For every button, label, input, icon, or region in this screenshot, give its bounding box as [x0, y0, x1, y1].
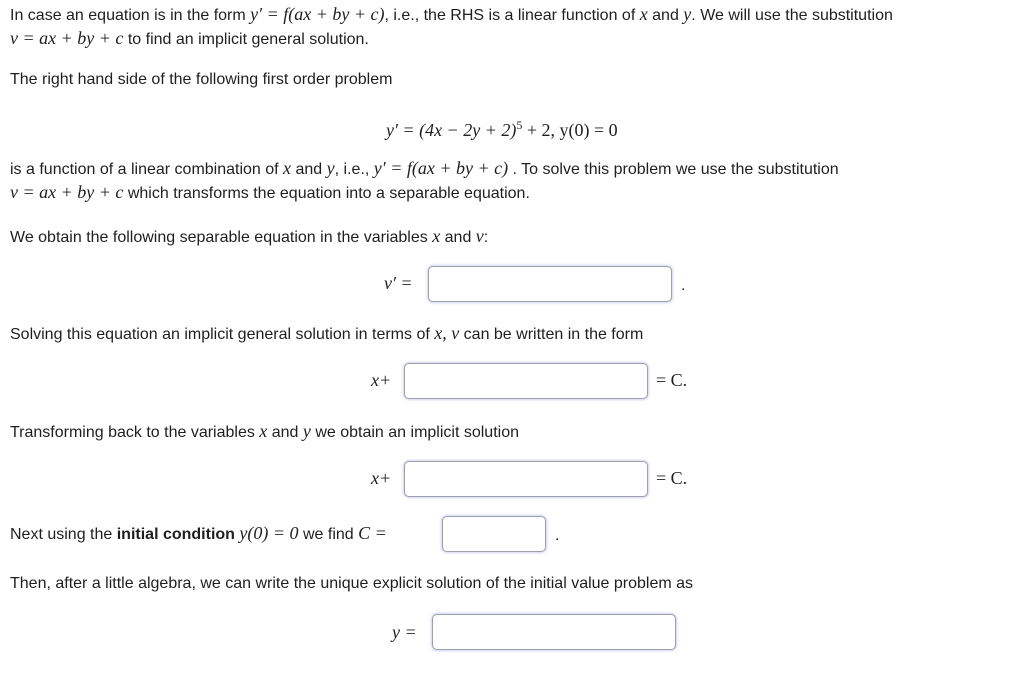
implicit-v-prefix: x+: [371, 370, 392, 390]
para2-and: and: [291, 161, 327, 178]
implicit-y-math-y: y: [302, 421, 311, 441]
para2-math-f: y′ = f(ax + by + c): [373, 158, 509, 178]
intro-line-2: [10, 26, 369, 52]
separable-text: We obtain the following separable equation in the variables: [10, 229, 433, 246]
separable-equation-input[interactable]: [428, 266, 672, 302]
initial-condition-math: y(0) = 0: [239, 523, 299, 543]
explicit-solution-input[interactable]: [432, 614, 676, 650]
explicit-lead: Then, after a little algebra, we can write the unique explicit solution of the initial value problem as: [10, 575, 694, 592]
initial-c-label: C =: [358, 523, 387, 543]
initial-condition-bold: initial condition: [116, 526, 235, 543]
implicit-y-input[interactable]: [404, 461, 648, 497]
explicit-label: y =: [392, 622, 417, 642]
separable-colon: :: [483, 229, 489, 246]
separable-math-v: v: [475, 226, 484, 246]
para2-line-2: [10, 180, 530, 206]
problem-lead: The right hand side of the following first order problem: [10, 71, 393, 88]
ode-rhs: + 2, y(0) = 0: [522, 120, 618, 140]
implicit-v-input[interactable]: [404, 363, 648, 399]
initial-dot: .: [555, 527, 560, 544]
para2-text-b: , i.e.,: [334, 161, 374, 178]
initial-c-input[interactable]: [442, 516, 546, 552]
implicit-y-prefix: x+: [371, 468, 392, 488]
separable-math-x: x: [432, 226, 441, 246]
implicit-y-math-x: x: [259, 421, 268, 441]
implicit-v-text: Solving this equation an implicit general solution in terms of: [10, 326, 435, 343]
separable-and: and: [440, 229, 476, 246]
para2-math-y: y: [326, 158, 335, 178]
initial-text: Next using the: [10, 526, 117, 543]
intro-math-x: x: [639, 4, 648, 24]
para2-text-a: is a function of a linear combination of: [10, 161, 284, 178]
implicit-v-vars: x, v: [434, 323, 460, 343]
intro-line-1: [10, 2, 893, 28]
intro-text-2: to find an implicit general solution.: [123, 31, 369, 48]
para2-text-d: which transforms the equation into a separable equation.: [123, 185, 530, 202]
ode-equation: [386, 113, 618, 142]
ode-lhs: y′ = (4x − 2y + 2): [386, 120, 517, 140]
intro-text-a: In case an equation is in the form: [10, 7, 251, 24]
initial-text-2: we find: [298, 526, 359, 543]
separable-label: v′ =: [384, 273, 413, 293]
intro-and: and: [647, 7, 684, 24]
implicit-v-lead: [10, 321, 643, 347]
separable-dot: .: [681, 277, 686, 294]
para2-text-c: . To solve this problem we use the substitution: [508, 161, 839, 178]
ode-exponent: 5: [516, 118, 523, 132]
implicit-v-suffix: = C.: [656, 370, 688, 390]
implicit-v-text-2: can be written in the form: [459, 326, 644, 343]
separable-lead: [10, 224, 488, 250]
para2-math-v: v = ax + by + c: [10, 182, 124, 202]
implicit-y-and: and: [267, 424, 303, 441]
intro-math-y: y: [683, 4, 692, 24]
implicit-y-lead: [10, 419, 519, 445]
implicit-y-suffix: = C.: [656, 468, 688, 488]
intro-text-b: , i.e., the RHS is a linear function of: [384, 7, 640, 24]
intro-math-sub: v = ax + by + c: [10, 28, 124, 48]
intro-math-form: y′ = f(ax + by + c): [250, 4, 385, 24]
para2-math-x: x: [283, 158, 292, 178]
para2-line-1: [10, 156, 839, 182]
initial-line: [10, 521, 387, 547]
implicit-y-text: Transforming back to the variables: [10, 424, 260, 441]
implicit-y-text-2: we obtain an implicit solution: [310, 424, 519, 441]
intro-text-c: . We will use the substitution: [691, 7, 893, 24]
